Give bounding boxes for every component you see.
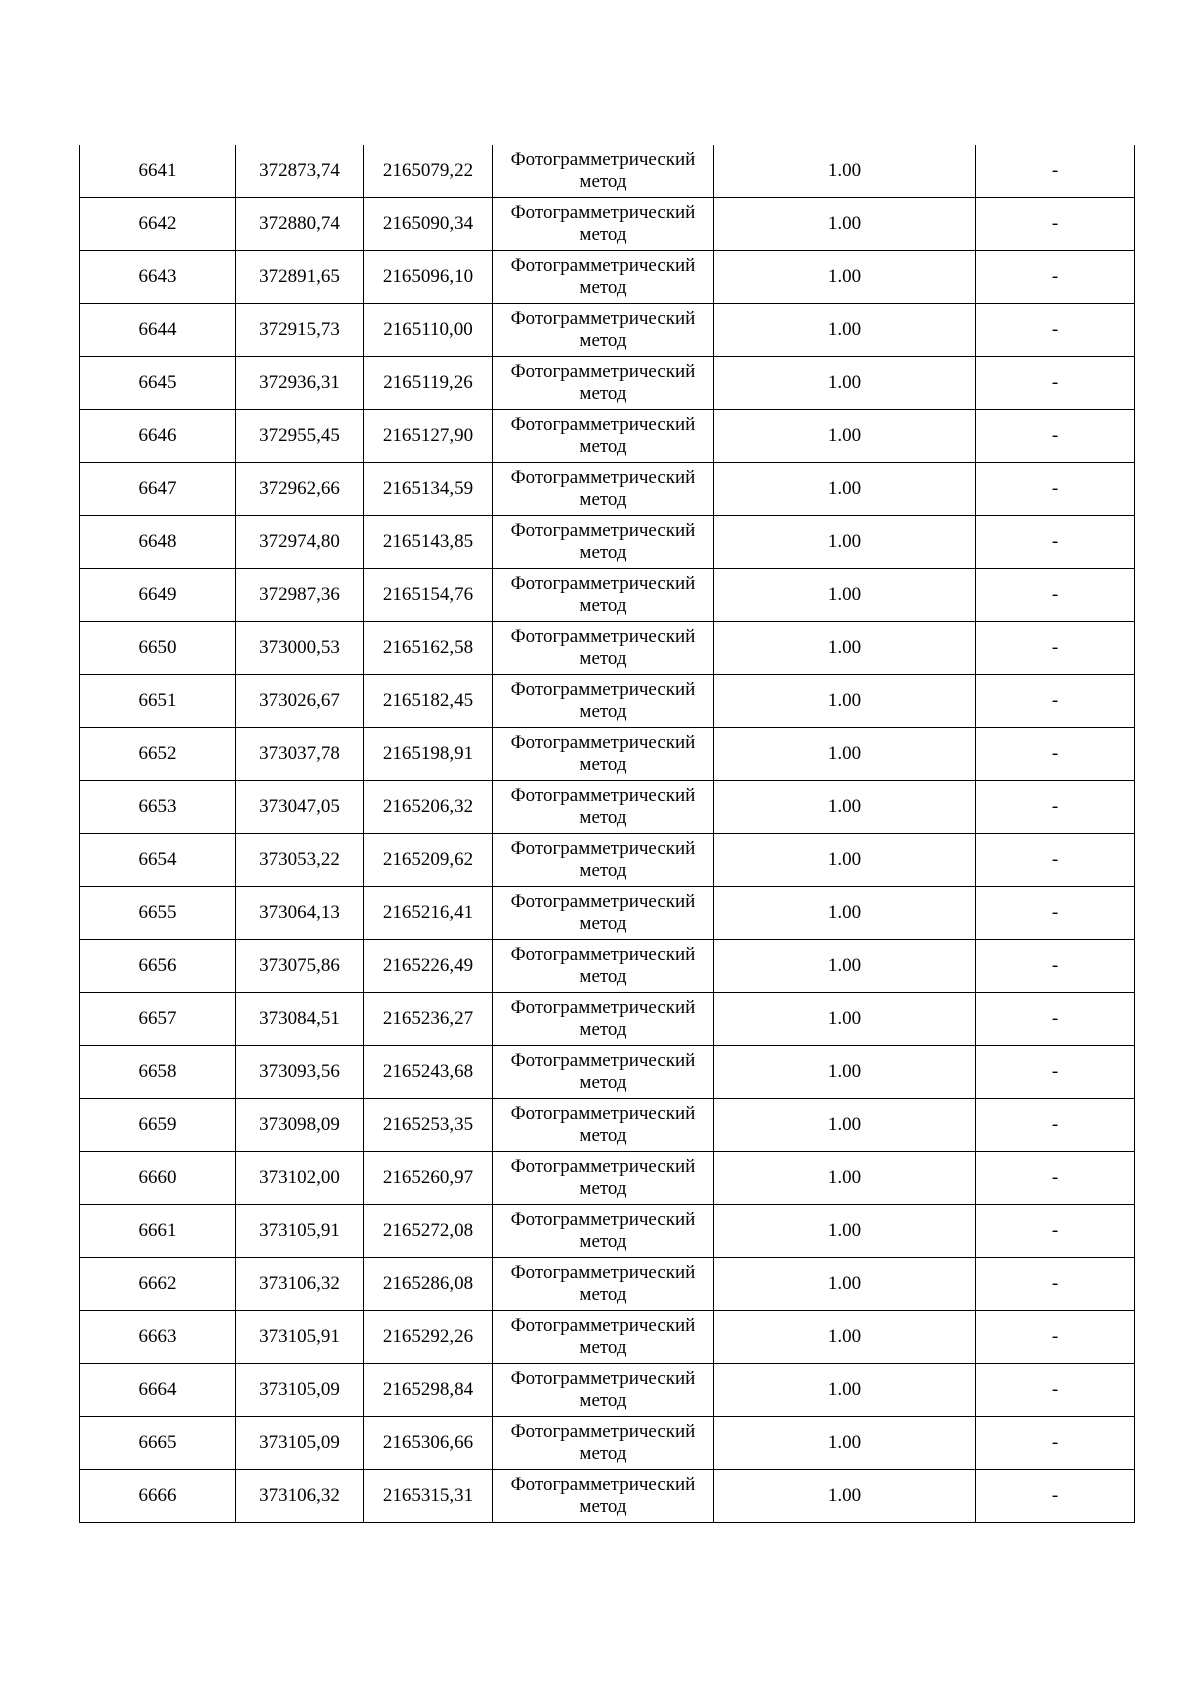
table-row [80, 675, 1135, 728]
method-cell: Фотограмметрический метод [493, 834, 714, 887]
table-row [80, 304, 1135, 357]
x-coordinate-cell: 373098,09 [236, 1099, 364, 1152]
table-row [80, 516, 1135, 569]
point-number-cell: 6654 [80, 834, 236, 887]
table-row [80, 410, 1135, 463]
note-cell: - [976, 569, 1135, 622]
x-coordinate-cell: 373102,00 [236, 1152, 364, 1205]
point-number-cell: 6653 [80, 781, 236, 834]
y-coordinate-cell: 2165198,91 [364, 728, 493, 781]
method-cell: Фотограмметрический метод [493, 463, 714, 516]
y-coordinate-cell: 2165143,85 [364, 516, 493, 569]
method-cell: Фотограмметрический метод [493, 675, 714, 728]
y-coordinate-cell: 2165154,76 [364, 569, 493, 622]
x-coordinate-cell: 373106,32 [236, 1258, 364, 1311]
x-coordinate-cell: 373075,86 [236, 940, 364, 993]
y-coordinate-cell: 2165286,08 [364, 1258, 493, 1311]
method-cell: Фотограмметрический метод [493, 940, 714, 993]
note-cell: - [976, 145, 1135, 198]
method-cell: Фотограмметрический метод [493, 1258, 714, 1311]
y-coordinate-cell: 2165253,35 [364, 1099, 493, 1152]
note-cell: - [976, 1258, 1135, 1311]
accuracy-cell: 1.00 [714, 1258, 976, 1311]
y-coordinate-cell: 2165182,45 [364, 675, 493, 728]
y-coordinate-cell: 2165079,22 [364, 145, 493, 198]
y-coordinate-cell: 2165226,49 [364, 940, 493, 993]
note-cell: - [976, 728, 1135, 781]
table-row [80, 1258, 1135, 1311]
x-coordinate-cell: 373106,32 [236, 1470, 364, 1523]
point-number-cell: 6644 [80, 304, 236, 357]
method-cell: Фотограмметрический метод [493, 1205, 714, 1258]
table-row [80, 1417, 1135, 1470]
y-coordinate-cell: 2165298,84 [364, 1364, 493, 1417]
x-coordinate-cell: 372936,31 [236, 357, 364, 410]
point-number-cell: 6657 [80, 993, 236, 1046]
note-cell: - [976, 1364, 1135, 1417]
y-coordinate-cell: 2165110,00 [364, 304, 493, 357]
note-cell: - [976, 516, 1135, 569]
point-number-cell: 6648 [80, 516, 236, 569]
point-number-cell: 6642 [80, 198, 236, 251]
table-body [80, 145, 1135, 1523]
x-coordinate-cell: 373064,13 [236, 887, 364, 940]
accuracy-cell: 1.00 [714, 516, 976, 569]
note-cell: - [976, 304, 1135, 357]
method-cell: Фотограмметрический метод [493, 251, 714, 304]
accuracy-cell: 1.00 [714, 781, 976, 834]
x-coordinate-cell: 372987,36 [236, 569, 364, 622]
table-row [80, 1364, 1135, 1417]
note-cell: - [976, 781, 1135, 834]
method-cell: Фотограмметрический метод [493, 781, 714, 834]
method-cell: Фотограмметрический метод [493, 1099, 714, 1152]
point-number-cell: 6665 [80, 1417, 236, 1470]
x-coordinate-cell: 373037,78 [236, 728, 364, 781]
method-cell: Фотограмметрический метод [493, 1417, 714, 1470]
note-cell: - [976, 940, 1135, 993]
note-cell: - [976, 251, 1135, 304]
method-cell: Фотограмметрический метод [493, 410, 714, 463]
table-row [80, 198, 1135, 251]
note-cell: - [976, 1311, 1135, 1364]
note-cell: - [976, 1417, 1135, 1470]
y-coordinate-cell: 2165162,58 [364, 622, 493, 675]
note-cell: - [976, 993, 1135, 1046]
table-row [80, 622, 1135, 675]
point-number-cell: 6652 [80, 728, 236, 781]
accuracy-cell: 1.00 [714, 1205, 976, 1258]
table-row [80, 1470, 1135, 1523]
method-cell: Фотограмметрический метод [493, 569, 714, 622]
point-number-cell: 6650 [80, 622, 236, 675]
y-coordinate-cell: 2165119,26 [364, 357, 493, 410]
x-coordinate-cell: 373105,09 [236, 1417, 364, 1470]
point-number-cell: 6664 [80, 1364, 236, 1417]
x-coordinate-cell: 373026,67 [236, 675, 364, 728]
point-number-cell: 6645 [80, 357, 236, 410]
point-number-cell: 6643 [80, 251, 236, 304]
note-cell: - [976, 198, 1135, 251]
accuracy-cell: 1.00 [714, 1099, 976, 1152]
y-coordinate-cell: 2165236,27 [364, 993, 493, 1046]
y-coordinate-cell: 2165206,32 [364, 781, 493, 834]
x-coordinate-cell: 372955,45 [236, 410, 364, 463]
note-cell: - [976, 1046, 1135, 1099]
table-row [80, 145, 1135, 198]
note-cell: - [976, 1470, 1135, 1523]
table-row [80, 251, 1135, 304]
x-coordinate-cell: 373105,91 [236, 1311, 364, 1364]
x-coordinate-cell: 373053,22 [236, 834, 364, 887]
method-cell: Фотограмметрический метод [493, 1470, 714, 1523]
y-coordinate-cell: 2165260,97 [364, 1152, 493, 1205]
method-cell: Фотограмметрический метод [493, 993, 714, 1046]
point-number-cell: 6656 [80, 940, 236, 993]
method-cell: Фотограмметрический метод [493, 1311, 714, 1364]
accuracy-cell: 1.00 [714, 1046, 976, 1099]
point-number-cell: 6661 [80, 1205, 236, 1258]
x-coordinate-cell: 372873,74 [236, 145, 364, 198]
accuracy-cell: 1.00 [714, 357, 976, 410]
x-coordinate-cell: 373105,91 [236, 1205, 364, 1258]
x-coordinate-cell: 373084,51 [236, 993, 364, 1046]
point-number-cell: 6655 [80, 887, 236, 940]
y-coordinate-cell: 2165315,31 [364, 1470, 493, 1523]
accuracy-cell: 1.00 [714, 304, 976, 357]
note-cell: - [976, 1152, 1135, 1205]
y-coordinate-cell: 2165243,68 [364, 1046, 493, 1099]
table-row [80, 728, 1135, 781]
x-coordinate-cell: 372974,80 [236, 516, 364, 569]
method-cell: Фотограмметрический метод [493, 1046, 714, 1099]
y-coordinate-cell: 2165127,90 [364, 410, 493, 463]
method-cell: Фотограмметрический метод [493, 887, 714, 940]
x-coordinate-cell: 372915,73 [236, 304, 364, 357]
accuracy-cell: 1.00 [714, 145, 976, 198]
note-cell: - [976, 463, 1135, 516]
accuracy-cell: 1.00 [714, 675, 976, 728]
y-coordinate-cell: 2165272,08 [364, 1205, 493, 1258]
note-cell: - [976, 1099, 1135, 1152]
note-cell: - [976, 834, 1135, 887]
table-row [80, 1099, 1135, 1152]
table-row [80, 1046, 1135, 1099]
note-cell: - [976, 410, 1135, 463]
accuracy-cell: 1.00 [714, 993, 976, 1046]
accuracy-cell: 1.00 [714, 1417, 976, 1470]
accuracy-cell: 1.00 [714, 1152, 976, 1205]
point-number-cell: 6641 [80, 145, 236, 198]
method-cell: Фотограмметрический метод [493, 145, 714, 198]
coordinates-table [79, 145, 1135, 1523]
point-number-cell: 6660 [80, 1152, 236, 1205]
table-row [80, 940, 1135, 993]
method-cell: Фотограмметрический метод [493, 357, 714, 410]
method-cell: Фотограмметрический метод [493, 1152, 714, 1205]
x-coordinate-cell: 373047,05 [236, 781, 364, 834]
method-cell: Фотограмметрический метод [493, 622, 714, 675]
x-coordinate-cell: 373105,09 [236, 1364, 364, 1417]
table-row [80, 357, 1135, 410]
y-coordinate-cell: 2165216,41 [364, 887, 493, 940]
accuracy-cell: 1.00 [714, 251, 976, 304]
accuracy-cell: 1.00 [714, 1470, 976, 1523]
table-row [80, 1152, 1135, 1205]
accuracy-cell: 1.00 [714, 198, 976, 251]
y-coordinate-cell: 2165306,66 [364, 1417, 493, 1470]
method-cell: Фотограмметрический метод [493, 728, 714, 781]
table-row [80, 569, 1135, 622]
x-coordinate-cell: 373093,56 [236, 1046, 364, 1099]
point-number-cell: 6651 [80, 675, 236, 728]
table-row [80, 834, 1135, 887]
point-number-cell: 6659 [80, 1099, 236, 1152]
y-coordinate-cell: 2165134,59 [364, 463, 493, 516]
point-number-cell: 6649 [80, 569, 236, 622]
note-cell: - [976, 622, 1135, 675]
x-coordinate-cell: 372891,65 [236, 251, 364, 304]
point-number-cell: 6647 [80, 463, 236, 516]
table-row [80, 463, 1135, 516]
table-row [80, 781, 1135, 834]
accuracy-cell: 1.00 [714, 940, 976, 993]
accuracy-cell: 1.00 [714, 834, 976, 887]
y-coordinate-cell: 2165292,26 [364, 1311, 493, 1364]
accuracy-cell: 1.00 [714, 1364, 976, 1417]
x-coordinate-cell: 372962,66 [236, 463, 364, 516]
y-coordinate-cell: 2165209,62 [364, 834, 493, 887]
accuracy-cell: 1.00 [714, 569, 976, 622]
y-coordinate-cell: 2165090,34 [364, 198, 493, 251]
point-number-cell: 6658 [80, 1046, 236, 1099]
table-row [80, 993, 1135, 1046]
method-cell: Фотограмметрический метод [493, 304, 714, 357]
point-number-cell: 6663 [80, 1311, 236, 1364]
accuracy-cell: 1.00 [714, 728, 976, 781]
accuracy-cell: 1.00 [714, 1311, 976, 1364]
note-cell: - [976, 887, 1135, 940]
x-coordinate-cell: 372880,74 [236, 198, 364, 251]
table-row [80, 1205, 1135, 1258]
accuracy-cell: 1.00 [714, 463, 976, 516]
method-cell: Фотограмметрический метод [493, 198, 714, 251]
point-number-cell: 6646 [80, 410, 236, 463]
method-cell: Фотограмметрический метод [493, 516, 714, 569]
x-coordinate-cell: 373000,53 [236, 622, 364, 675]
method-cell: Фотограмметрический метод [493, 1364, 714, 1417]
accuracy-cell: 1.00 [714, 410, 976, 463]
point-number-cell: 6662 [80, 1258, 236, 1311]
accuracy-cell: 1.00 [714, 887, 976, 940]
table-row [80, 887, 1135, 940]
accuracy-cell: 1.00 [714, 622, 976, 675]
table-row [80, 1311, 1135, 1364]
note-cell: - [976, 1205, 1135, 1258]
y-coordinate-cell: 2165096,10 [364, 251, 493, 304]
note-cell: - [976, 675, 1135, 728]
point-number-cell: 6666 [80, 1470, 236, 1523]
note-cell: - [976, 357, 1135, 410]
